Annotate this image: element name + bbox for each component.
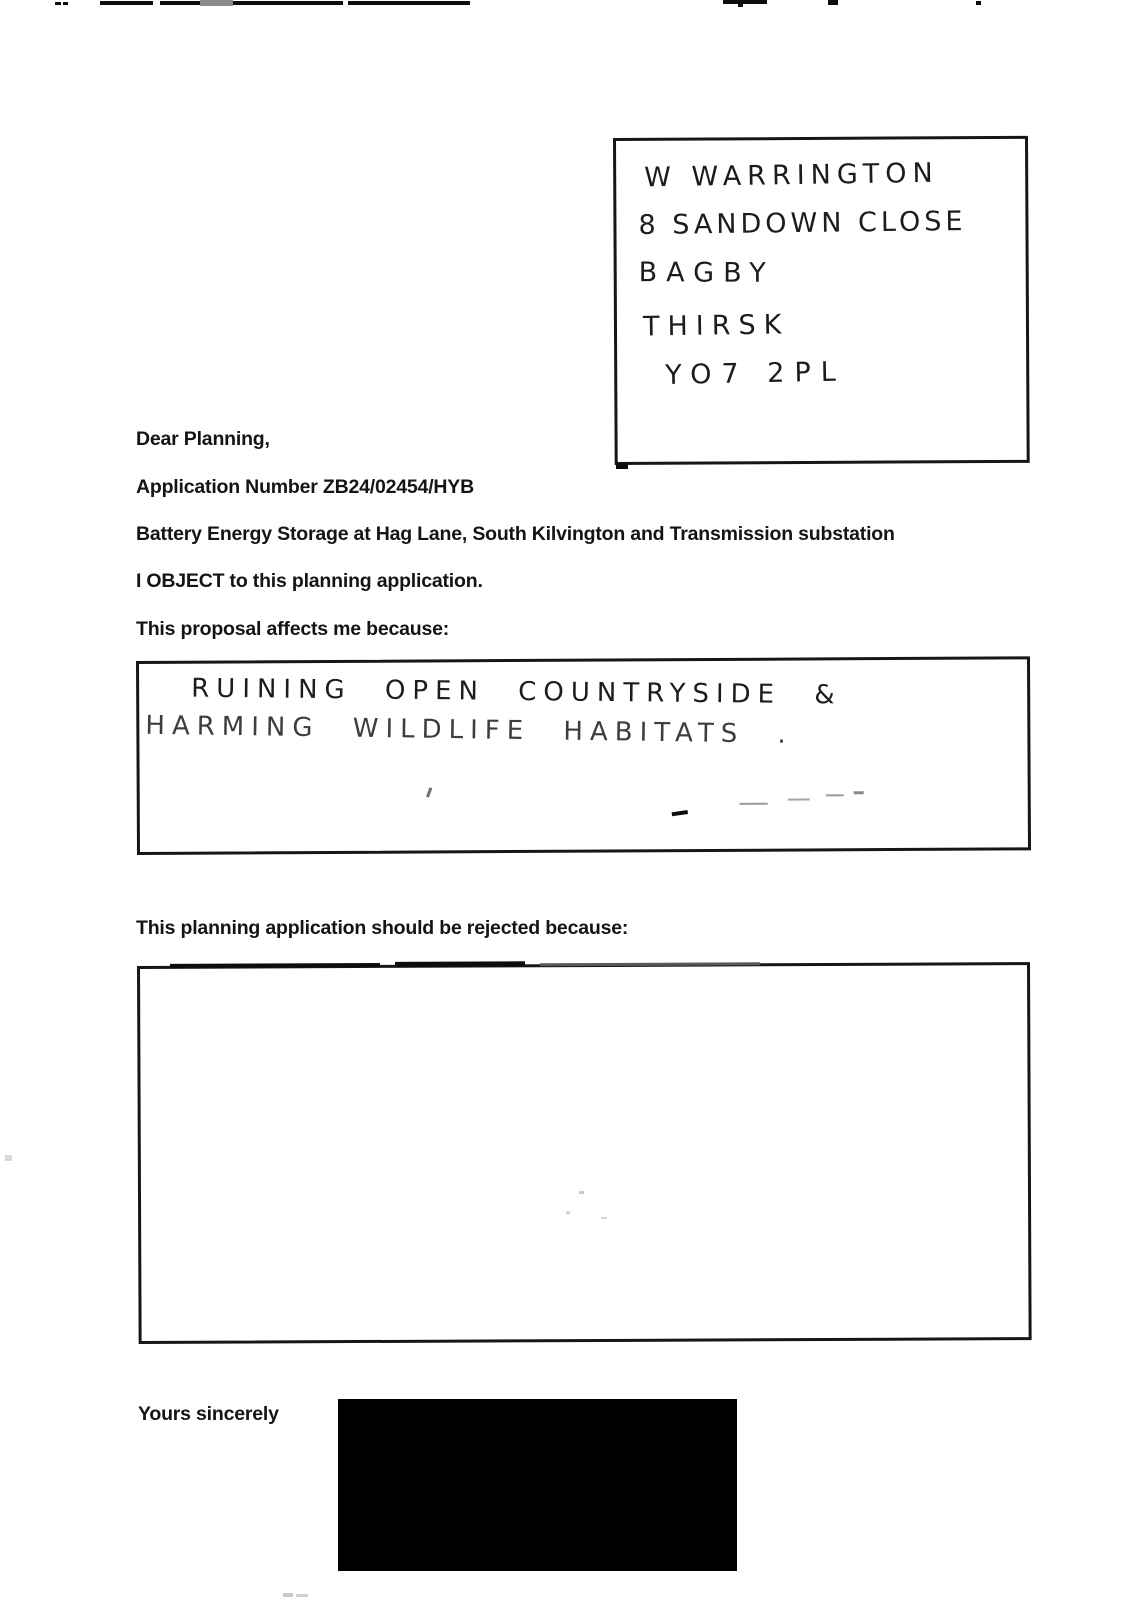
affects-response-line: RUINING OPEN COUNTRYSIDE & — [191, 673, 842, 711]
scan-artifact — [540, 962, 760, 966]
scan-artifact — [170, 963, 380, 968]
scan-artifact — [738, 0, 743, 7]
scan-speck — [566, 1211, 570, 1214]
pen-smudge — [826, 794, 844, 796]
affects-heading: This proposal affects me because: — [136, 618, 450, 640]
subject-line: Battery Energy Storage at Hag Lane, South Kilvington and Transmission substation — [136, 523, 895, 545]
scan-speck — [5, 1155, 12, 1161]
scan-speck — [283, 1593, 293, 1597]
scan-artifact — [723, 0, 767, 4]
scan-artifact — [828, 0, 838, 5]
scan-artifact — [395, 961, 525, 967]
scan-artifact — [63, 2, 68, 5]
closing-line: Yours sincerely — [138, 1403, 279, 1425]
pen-smudge — [788, 798, 810, 800]
objection-line: I OBJECT to this planning application. — [136, 570, 483, 592]
scan-artifact — [200, 0, 233, 6]
address-line: BAGBY — [638, 257, 775, 289]
address-line: THIRSK — [642, 309, 790, 343]
rejected-heading: This planning application should be rejected because: — [136, 917, 629, 939]
sender-address-box — [613, 136, 1030, 465]
pen-smudge — [740, 803, 768, 805]
rejected-response-box — [137, 962, 1032, 1344]
address-line: 8 SANDOWN CLOSE — [638, 206, 967, 242]
address-line: W WARRINGTON — [643, 157, 939, 194]
pen-smudge — [426, 787, 432, 797]
affects-response-line: HARMING WILDLIFE HABITATS . — [145, 710, 793, 750]
scan-artifact — [616, 463, 628, 469]
scan-artifact — [100, 1, 153, 5]
pen-smudge — [672, 810, 688, 816]
pen-smudge — [854, 791, 864, 794]
salutation: Dear Planning, — [136, 428, 270, 450]
scan-artifact — [976, 1, 981, 5]
scan-speck — [296, 1594, 308, 1597]
scan-artifact — [160, 1, 343, 5]
application-number-line: Application Number ZB24/02454/HYB — [136, 476, 474, 498]
scan-artifact — [348, 1, 470, 5]
scan-artifact — [55, 2, 61, 5]
scan-speck — [579, 1191, 584, 1194]
affects-response-box — [136, 656, 1031, 855]
redacted-signature-block — [338, 1399, 737, 1571]
scan-speck — [601, 1217, 607, 1219]
address-line: YO7 2PL — [664, 356, 847, 391]
